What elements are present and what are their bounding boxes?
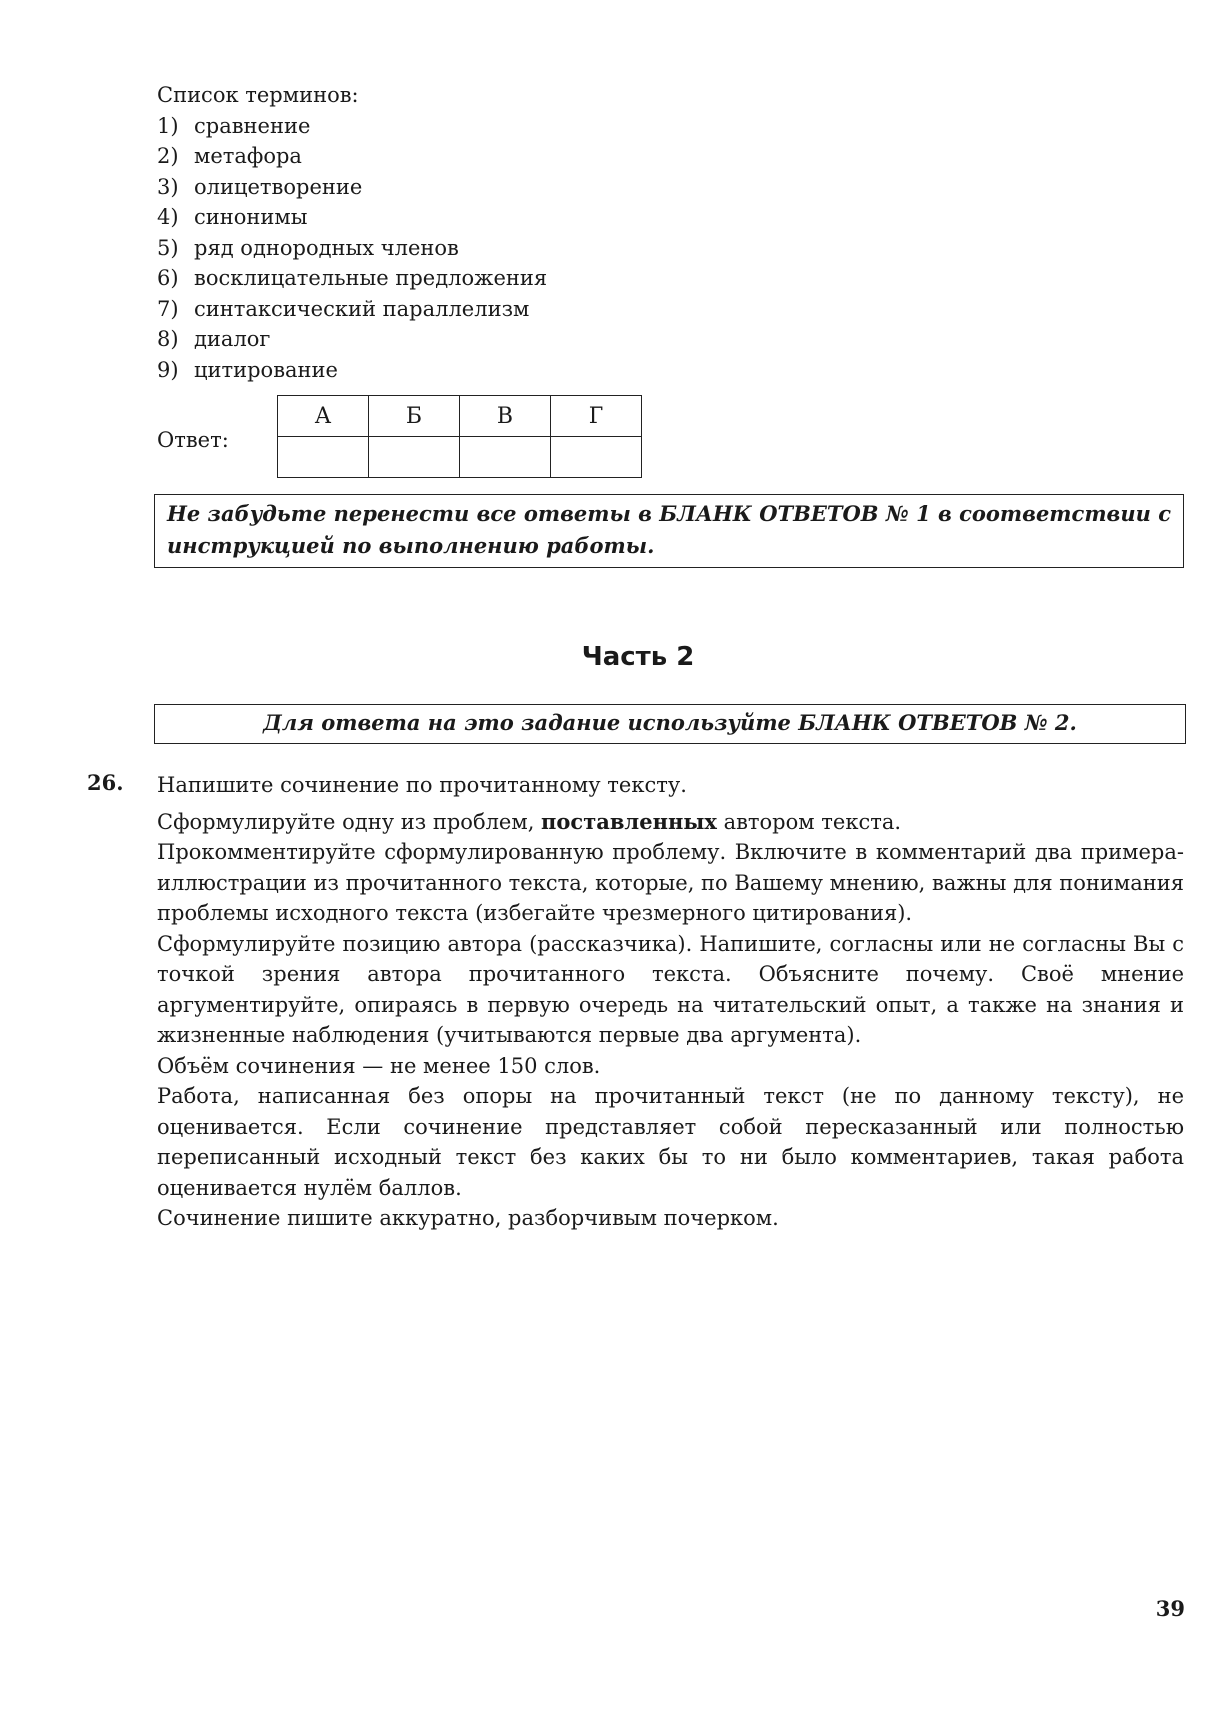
answer-header-row bbox=[278, 396, 642, 437]
task-number: 26. bbox=[87, 770, 124, 795]
task-paragraph-position: Сформулируйте позицию автора (рассказчика). Напишите, согласны или не согласны Вы с точкой зрения автора прочитанного текста. Объясните почему. Своё мнение аргументируйте, опираясь в первую очередь на читательский опыт, а также на знания и жизненные наблюдения (учитываются первые два аргумента). bbox=[157, 931, 1184, 1047]
task-body bbox=[157, 770, 1184, 1234]
term-item: 1) сравнение bbox=[157, 113, 311, 138]
part-2-title: Часть 2 bbox=[581, 642, 695, 672]
task-paragraph-comment: Прокомментируйте сформулированную проблему. Включите в комментарий два примера-иллюстрации из прочитанного текста, которые, по Вашему мнению, важны для понимания проблемы исходного текста (избегайте чрезмерного цитирования). bbox=[157, 840, 1184, 925]
terms-title: Список терминов: bbox=[157, 83, 359, 107]
answer-input-row bbox=[278, 437, 642, 478]
answer-cell-v[interactable] bbox=[460, 437, 551, 478]
transfer-answers-note: Не забудьте перенести все ответы в БЛАНК ОТВЕТОВ № 1 в соответствии с инструкцией по выполнению работы. bbox=[154, 494, 1184, 568]
term-item: 6) восклицательные предложения bbox=[157, 266, 548, 290]
term-item: 7) синтаксический параллелизм bbox=[157, 296, 530, 321]
answer-header-b: Б bbox=[369, 396, 460, 437]
term-item: 2) метафора bbox=[157, 144, 302, 168]
terms-items bbox=[157, 111, 547, 386]
term-item: 4) синонимы bbox=[157, 205, 308, 229]
terms-list bbox=[157, 80, 547, 385]
answer-header-a: А bbox=[278, 396, 369, 437]
answer-cell-a[interactable] bbox=[278, 437, 369, 478]
page-number: 39 bbox=[1155, 1596, 1185, 1621]
answer-label: Ответ: bbox=[157, 428, 229, 452]
task-paragraph-handwriting: Сочинение пишите аккуратно, разборчивым почерком. bbox=[157, 1206, 779, 1230]
answer-sheet-instruction: Для ответа на это задание используйте БЛАНК ОТВЕТОВ № 2. bbox=[154, 704, 1186, 744]
task-paragraph-volume: Объём сочинения — не менее 150 слов. bbox=[157, 1053, 601, 1078]
task-paragraph-problem: Сформулируйте одну из проблем, поставленных автором текста. bbox=[157, 808, 902, 834]
task-paragraph-evaluation: Работа, написанная без опоры на прочитанный текст (не по данному тексту), не оценивается. Если сочинение представляет собой пересказанный или полностью переписанный исходный текст без каких бы то ни было комментариев, такая работа оценивается нулём баллов. bbox=[157, 1084, 1184, 1200]
answer-header-v: В bbox=[460, 396, 551, 437]
term-item: 3) олицетворение bbox=[157, 174, 363, 199]
answer-table bbox=[277, 395, 642, 478]
term-item: 9) цитирование bbox=[157, 357, 338, 382]
answer-header-g: Г bbox=[551, 396, 642, 437]
answer-cell-b[interactable] bbox=[369, 437, 460, 478]
term-item: 5) ряд однородных членов bbox=[157, 235, 459, 260]
answer-cell-g[interactable] bbox=[551, 437, 642, 478]
term-item: 8) диалог bbox=[157, 327, 271, 351]
task-intro: Напишите сочинение по прочитанному тексту. bbox=[157, 773, 687, 797]
